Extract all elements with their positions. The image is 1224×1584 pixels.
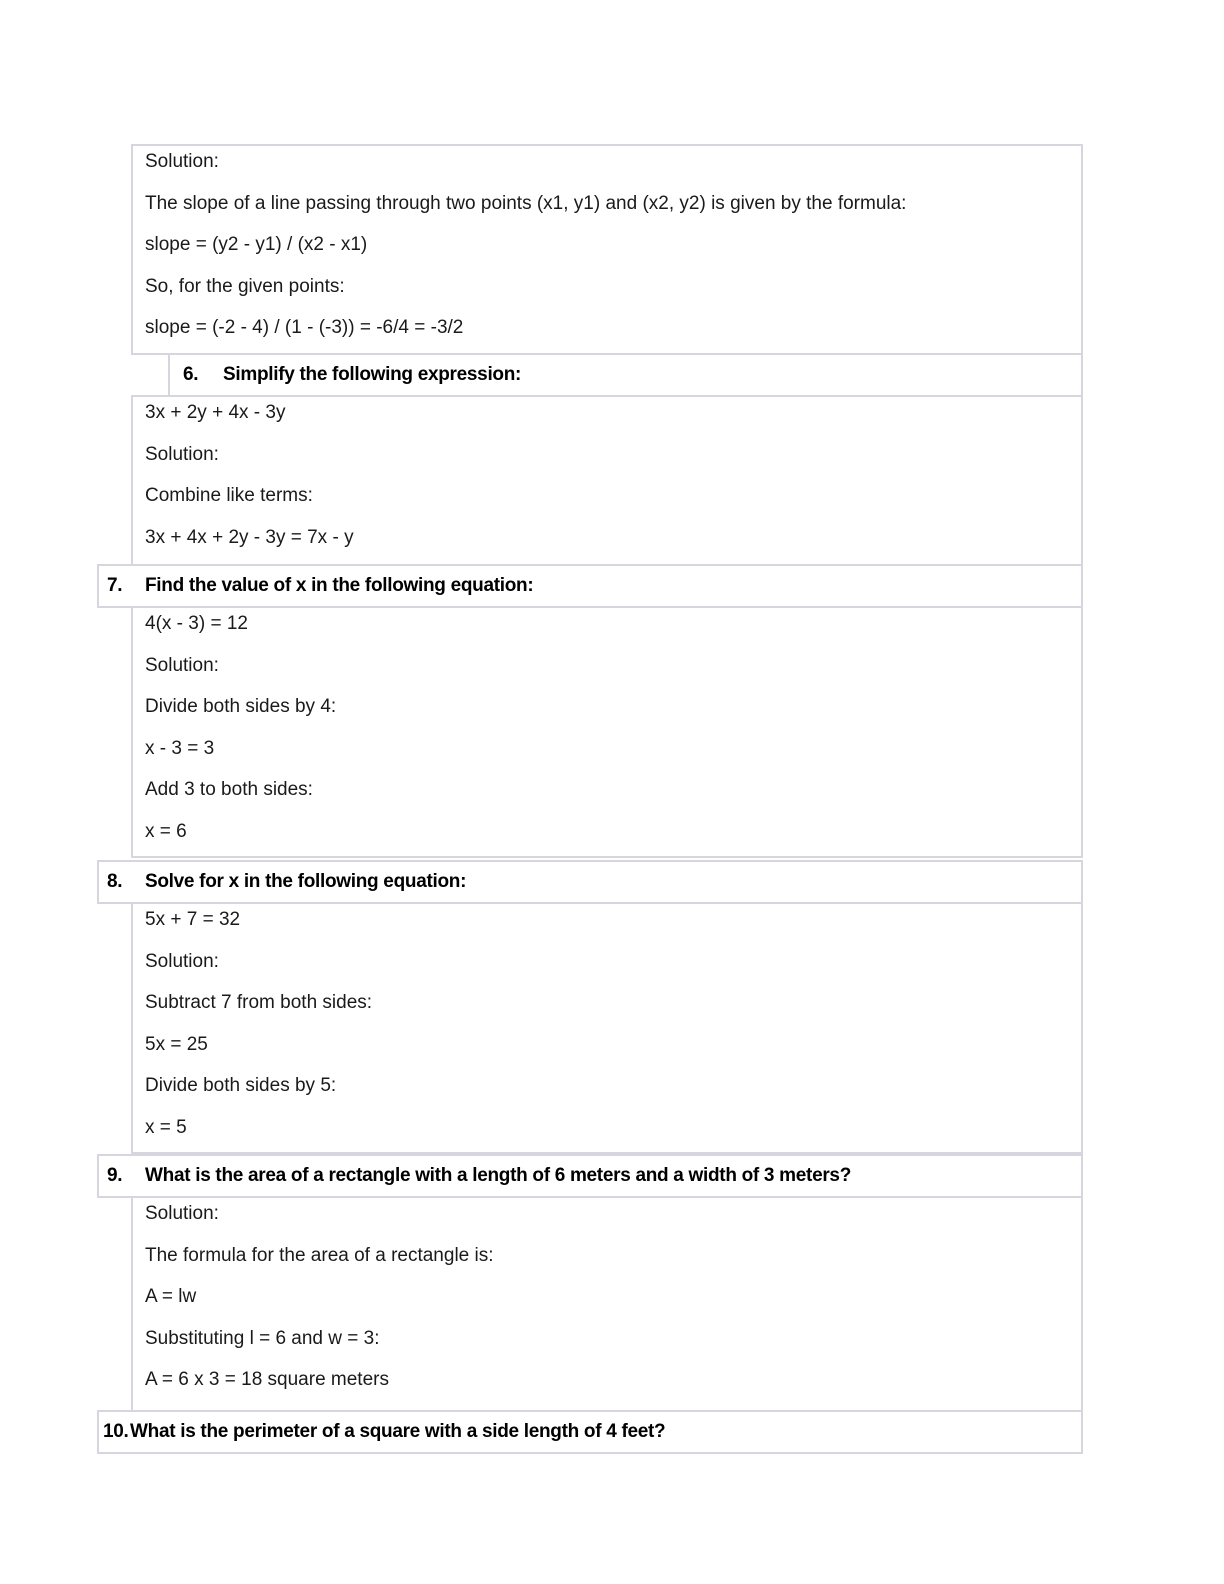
question-number: 10. (103, 1421, 129, 1442)
solution-line: Add 3 to both sides: (145, 779, 313, 801)
question-9-solution-box (131, 1196, 1083, 1412)
solution-line: slope = (y2 - y1) / (x2 - x1) (145, 234, 368, 256)
question-title: What is the area of a rectangle with a length of 6 meters and a width of 3 meters? (145, 1165, 852, 1186)
question-title: Solve for x in the following equation: (145, 871, 467, 892)
solution-text-block (133, 899, 1081, 1149)
solution-line: Solution: (145, 654, 219, 676)
question-6-header (168, 353, 1083, 397)
solution-line: slope = (-2 - 4) / (1 - (-3)) = -6/4 = -3/2 (145, 317, 464, 339)
solution-line: Solution: (145, 950, 219, 972)
question-number: 8. (107, 871, 123, 892)
solution-line: The slope of a line passing through two points (x1, y1) and (x2, y2) is given by the formula: (145, 192, 907, 214)
solution-text-block (133, 141, 1081, 349)
solution-line: x = 6 (145, 820, 187, 842)
question-10-header (97, 1410, 1083, 1454)
question-title: Find the value of x in the following equation: (145, 575, 534, 596)
solution-line: 3x + 2y + 4x - 3y (145, 402, 286, 423)
solution-text-block (133, 392, 1081, 558)
question-title: Simplify the following expression: (223, 364, 522, 385)
solution-line: A = lw (145, 1286, 197, 1308)
solution-line: A = 6 x 3 = 18 square meters (145, 1369, 389, 1391)
solution-line: Substituting l = 6 and w = 3: (145, 1327, 380, 1349)
solution-line: Solution: (145, 151, 219, 172)
question-6-solution-box (131, 395, 1083, 566)
solution-line: So, for the given points: (145, 275, 345, 297)
solution-line: Divide both sides by 5: (145, 1075, 337, 1097)
solution-line: 4(x - 3) = 12 (145, 613, 248, 634)
question-number: 6. (183, 364, 199, 385)
question-9-header (97, 1154, 1083, 1198)
solution-line: The formula for the area of a rectangle is: (145, 1244, 494, 1266)
question-number: 9. (107, 1165, 123, 1186)
question-7-header (97, 564, 1083, 608)
solution-line: Solution: (145, 443, 219, 465)
solution-line: Combine like terms: (145, 485, 313, 507)
question-title: What is the perimeter of a square with a side length of 4 feet? (130, 1421, 666, 1442)
solution-line: 3x + 4x + 2y - 3y = 7x - y (145, 526, 354, 548)
solution-text-block (133, 1193, 1081, 1401)
solution-text-block (133, 603, 1081, 853)
question-8-solution-box (131, 902, 1083, 1154)
solution-line: Divide both sides by 4: (145, 696, 337, 718)
solution-line: 5x = 25 (145, 1033, 208, 1055)
solution-line: Subtract 7 from both sides: (145, 992, 373, 1014)
intro-solution-box (131, 144, 1083, 355)
question-7-solution-box (131, 606, 1083, 858)
question-number: 7. (107, 575, 123, 596)
solution-line: Solution: (145, 1203, 219, 1224)
solution-line: x = 5 (145, 1116, 187, 1138)
solution-line: 5x + 7 = 32 (145, 909, 241, 930)
solution-line: x - 3 = 3 (145, 737, 215, 759)
question-8-header (97, 860, 1083, 904)
